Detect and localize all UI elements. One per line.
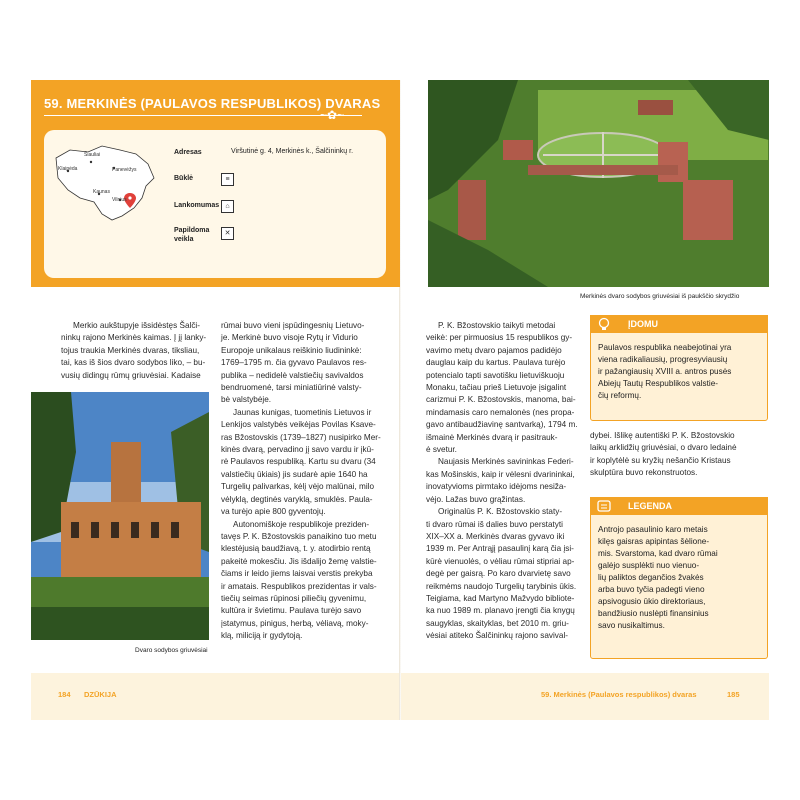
text-line: čiams ir leido jiems laisvai verstis prekyba — [221, 569, 373, 579]
page-title: 59. MERKINĖS (PAULAVOS RESPUBLIKOS) DVARAS — [44, 96, 381, 111]
text-line: skulptūra buvo rekonstruotos. — [590, 468, 698, 478]
text-line: tojus traukia Merkinės dvaras, tiksliau, — [61, 345, 200, 355]
text-line: bė valstybėje. — [221, 395, 272, 405]
text-line: ir koplytėlė su kryžių nešančio Kristaus — [590, 455, 731, 465]
text-line: ras Bžostovskis (1739–1827) nusipirko Mer- — [221, 432, 381, 442]
interesting-fact-text — [598, 342, 764, 402]
map-city-label: Klaipėda — [58, 166, 78, 172]
text-line: kas Mošinskis, kaip ir vėlesni dvarininkai, — [426, 469, 575, 479]
text-line: ninkų rajono Merkinės kaimas. Į jį lanky- — [61, 333, 207, 343]
condition-label: Būklė — [174, 175, 194, 182]
visitation-label: Lankomumas — [174, 202, 220, 209]
text-line: gavo antibaudžiavinę santvarką), 1794 m. — [426, 420, 578, 430]
text-line: vėsiai atiteko Šalčininkų rajono savival- — [426, 631, 568, 641]
text-line: 1769–1795 m. čia gyvavo Paulavos res- — [221, 358, 367, 368]
ruin-photo — [31, 392, 209, 640]
text-line: čių reformų. — [598, 391, 642, 400]
title-divider — [44, 115, 362, 116]
ruin-photo-illustration — [31, 392, 209, 640]
text-line: ir amatais. Respublikos prezidentas ir vals- — [221, 581, 377, 591]
address-value: Viršutinė g. 4, Merkinės k., Šalčininkų r. — [231, 148, 354, 155]
map-city-label: Vilnius — [112, 197, 127, 203]
text-line: mis. Svarstoma, kad dvaro rūmai — [598, 549, 718, 558]
text-line: carizmui P. K. Bžostovskis, manoma, bai- — [426, 395, 576, 405]
text-line: klestėjusią baudžiavą, t. y. atodirbio rentą — [221, 544, 371, 554]
text-line: mindamasis caro nemalonės (nes propa- — [426, 407, 575, 417]
right-section-name: 59. Merkinės (Paulavos respublikos) dvaras — [541, 690, 697, 699]
left-section-name: DZŪKIJA — [84, 690, 117, 699]
text-line: bendruomenė, tarsi miniatiūrinė valsty- — [221, 383, 362, 393]
map-outline — [56, 146, 154, 220]
aerial-photo-caption: Merkinės dvaro sodybos griuvėsiai iš paukščio skrydžio — [580, 293, 740, 300]
text-line: Europoje unikalaus reiškinio liudininkė: — [221, 345, 362, 355]
text-line: galėjo susplėkti nuo vienuo- — [598, 561, 700, 570]
text-line: va turėjo apie 800 gyventojų. — [221, 507, 326, 517]
extra-activity-label — [174, 226, 209, 244]
text-line: viena radikaliausių, progresyviausių — [598, 355, 728, 364]
column-2-text — [221, 320, 383, 643]
legend-header — [590, 497, 768, 515]
aerial-photo-illustration — [428, 80, 769, 287]
column-1-text — [61, 320, 221, 382]
address-label: Adresas — [174, 149, 202, 156]
text-line: Turgelių palivarkas, kėlį vėjo malūnai, milo — [221, 482, 375, 492]
text-line: bandžiusio nuslėpti finansinius — [598, 609, 709, 618]
text-line: Teigiama, kad Martyno Mažvydo bibliote- — [426, 593, 575, 603]
text-line: Merkio aukštupyje išsidėstęs Šalči- — [73, 321, 200, 330]
text-line: dybei. Išlikę autentiški P. K. Bžostovskio — [590, 431, 735, 440]
text-line: rė Paulavos respubliką. Kartu su dvaru (34 — [221, 457, 376, 467]
text-line: vėjo. Lažas buvo grąžintas. — [426, 494, 526, 504]
text-line: išmainė Merkinės dvarą ir pasitrauk- — [426, 432, 558, 442]
text-line: saugyklas, skaityklas, bet 2010 m. griu- — [426, 618, 569, 628]
text-line: arba buvo tyčia padegti vieno — [598, 585, 705, 594]
map-city-label: Panevėžys — [112, 167, 137, 173]
interesting-fact-header — [590, 315, 768, 333]
text-line: laikų arklidžių griuvėsiai, o dvaro ledainė — [590, 443, 737, 453]
text-line: savo nusikaltimus. — [598, 621, 665, 630]
text-line: Lenkijos valstybės veikėjas Povilas Ksave- — [221, 420, 376, 430]
text-line: publika – nedidelė valstiečių savivaldos — [221, 370, 364, 380]
text-line: inovatyvioms pirmtako idėjoms nesiža- — [426, 482, 567, 492]
text-line: valstiečių ūkiais) jis sudarė apie 1640 ha — [221, 469, 368, 479]
ruin-photo-caption: Dvaro sodybos griuvėsiai — [135, 647, 208, 654]
text-line: P. K. Bžostovskio taikyti metodai — [438, 321, 556, 330]
column-4-text — [590, 430, 760, 480]
text-line: ir pažangiausių XVIII a. antros pusės — [598, 367, 732, 376]
text-line: dauglau kaip du kartus. Paulava turėjo — [426, 358, 566, 368]
text-line: vusių didingų rūmų griuvėsiai. Kadaise — [61, 370, 201, 380]
aerial-photo — [428, 80, 769, 287]
text-line: lių paliktos degančios žvakės — [598, 573, 704, 582]
text-line: 1939 m. Per Antrąjį pasaulinį karą čia įsi- — [426, 544, 574, 554]
text-line: rūmai buvo vieni įspūdingesnių Lietuvo- — [221, 321, 365, 330]
city-dot — [90, 161, 92, 163]
extra-activity-label-line: Papildoma — [174, 227, 210, 234]
text-line: Paulavos respublika neabejotinai yra — [598, 343, 732, 352]
lightbulb-icon — [596, 317, 612, 331]
text-line: XIX–XX a. Merkinės dvaras gyvavo iki — [426, 531, 565, 541]
text-line: vavimo metų dvaro pajamos padidėjo — [426, 345, 562, 355]
text-line: Originalūs P. K. Bžostovskio staty- — [438, 507, 563, 517]
text-line: Jaunas kunigas, tuometinis Lietuvos ir — [233, 407, 372, 417]
text-line: Autonomiškoje respublikoje preziden- — [233, 519, 370, 529]
legend-text — [598, 524, 764, 632]
map-city-label: Šiauliai — [84, 152, 101, 158]
close-x-icon: ✕ — [221, 227, 234, 240]
extra-activity-label-line: veikla — [174, 236, 194, 243]
legend-title: LEGENDA — [628, 501, 673, 511]
right-page-number: 185 — [727, 690, 740, 699]
text-line: degė per gaisrą. Po karo dvarvietę savo — [426, 569, 571, 579]
column-3-text — [426, 320, 586, 643]
left-page-number: 184 — [58, 690, 71, 699]
text-line: kultūra ir švietimu. Paulava turėjo savo — [221, 606, 362, 616]
text-line: je. Merkinė buvo visoje Rytų ir Vidurio — [221, 333, 358, 343]
text-line: ė svetur. — [426, 445, 457, 455]
lithuania-map — [50, 142, 162, 224]
text-line: ka nuo 1989 m. planavo įrengti čia knygų — [426, 606, 575, 616]
text-line: kilęs gaisras apipintas šėlione- — [598, 537, 710, 546]
building-icon: ⌂ — [221, 200, 234, 213]
interesting-fact-title: ĮDOMU — [628, 319, 658, 329]
text-line: tavęs P. K. Bžostovskis panaikino tuo metu — [221, 531, 377, 541]
text-line: ti dvaro rūmai iš dalies buvo perstatyti — [426, 519, 563, 529]
scroll-icon — [596, 499, 612, 513]
condition-icon: ≡ — [221, 173, 234, 186]
text-line: Antrojo pasaulinio karo metais — [598, 525, 708, 534]
text-line: pakeitė mokesčiu. Jis išdalijo žemę valstie- — [221, 556, 377, 566]
text-line: tai, kas iš šios dvaro sodybos liko, – bu- — [61, 358, 206, 368]
text-line: kūrė vienuolės, o vėliau rūmai stipriai ap- — [426, 556, 575, 566]
text-line: Naujasis Merkinės savininkas Federi- — [438, 457, 574, 467]
ornament-icon: ~✿~ — [320, 108, 345, 122]
map-city-label: Kaunas — [93, 189, 110, 195]
text-line: tiečių seimas rūpinosi piliečių gyvenimu, — [221, 593, 367, 603]
text-line: vėlyklą, degtinės varyklą, smuklės. Paula- — [221, 494, 373, 504]
text-line: Monaku, tačiau prieš Lietuvoje įsigalint — [426, 383, 567, 393]
text-line: kinės dvarą, pervadino jį savo vardu ir įkū- — [221, 445, 374, 455]
text-line: veikė: per pirmuosius 15 respublikos gy- — [426, 333, 573, 343]
text-line: apsivogusio ūkio direktoriaus, — [598, 597, 706, 606]
text-line: klą, miliciją ir gydytoją. — [221, 631, 303, 641]
text-line: įstatymus, pinigus, herbą, vėliavą, moky- — [221, 618, 369, 628]
text-line: potencialo tapti savotišku lietuviškuoju — [426, 370, 565, 380]
text-line: reikmėms naudojo Turgelių tarybinis ūkis. — [426, 581, 577, 591]
text-line: Abiejų Tautų Respublikos valstie- — [598, 379, 718, 388]
